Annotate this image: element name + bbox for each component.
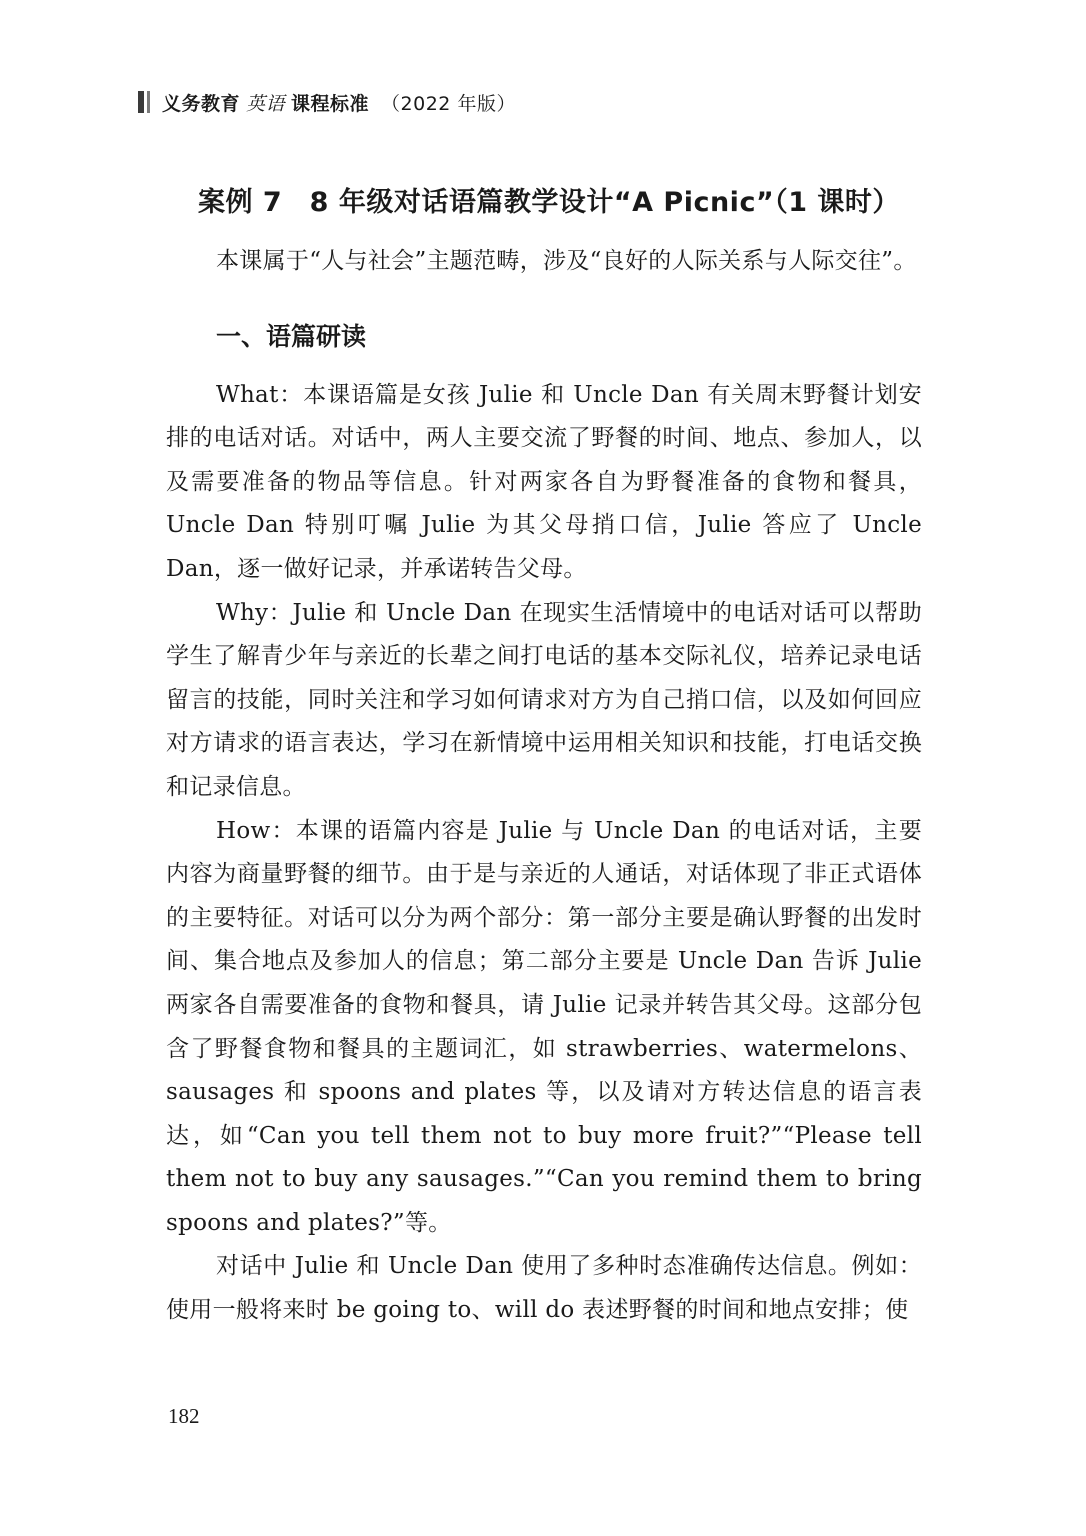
header-subject: 英语 xyxy=(246,92,286,115)
header-prefix: 义务教育 xyxy=(162,92,241,115)
header-suffix: 课程标准 xyxy=(291,92,370,115)
page-content xyxy=(166,240,922,1333)
what-paragraph: What：本课语篇是女孩 Julie 和 Uncle Dan 有关周末野餐计划安排的电话对话。对话中，两人主要交流了野餐的时间、地点、参加人，以及需要准备的物品等信息。针对两家各自为野餐准备的食物和餐具，Uncle Dan 特别叮嘱 Julie 为其父母捎口信，Julie 答应了 Uncle Dan，逐一做好记录，并承诺转告父母。 xyxy=(166,381,922,582)
intro-paragraph: 本课属于“人与社会”主题范畴，涉及“良好的人际关系与人际交往”。 xyxy=(216,248,917,274)
running-header xyxy=(138,88,516,116)
tense-paragraph: 对话中 Julie 和 Uncle Dan 使用了多种时态准确传达信息。例如：使用一般将来时 be going to、will do 表述野餐的时间和地点安排；使 xyxy=(166,1253,922,1324)
case-title: 案例 7 8 年级对话语篇教学设计“A Picnic”（1 课时） xyxy=(198,187,900,218)
page-number: 182 xyxy=(168,1404,200,1428)
section-title: 一、语篇研读 xyxy=(216,321,367,351)
header-edition: （2022 年版） xyxy=(381,92,516,115)
why-paragraph: Why：Julie 和 Uncle Dan 在现实生活情境中的电话对话可以帮助学生了解青少年与亲近的长辈之间打电话的基本交际礼仪，培养记录电话留言的技能，同时关注和学习如何请求对方为自己捎口信，以及如何回应对方请求的语言表达，学习在新情境中运用相关知识和技能，打电话交换和记录信息。 xyxy=(166,599,922,800)
how-paragraph: How：本课的语篇内容是 Julie 与 Uncle Dan 的电话对话，主要内容为商量野餐的细节。由于是与亲近的人通话，对话体现了非正式语体的主要特征。对话可以分为两个部分：第一部分主要是确认野餐的出发时间、集合地点及参加人的信息；第二部分主要是 Uncle Dan 告诉 Julie 两家各自需要准备的食物和餐具，请 Julie 记录并转告其父母。这部分包含了野餐食物和餐具的主题词汇，如 strawberries、watermelons、sausages 和 spoons and plates 等，以及请对方转达信息的语言表达，如“Can you tell them not to buy more fruit?”“Please tell them not to buy any sausages.”“Can you remind them to bring spoons and plates?”等。 xyxy=(166,817,922,1236)
header-bar-icon xyxy=(138,91,150,113)
